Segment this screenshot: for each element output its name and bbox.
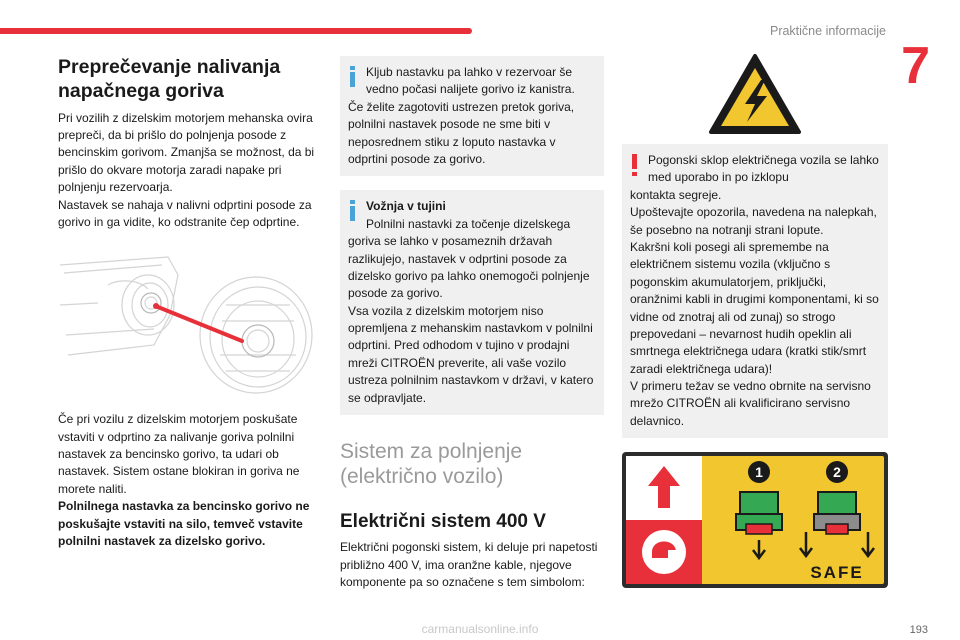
column-3 bbox=[622, 56, 888, 588]
info-icon bbox=[350, 66, 356, 86]
note-text: goriva se lahko v posameznih državah razlikujejo, nastavek v odprtini posode za dizelsko gorivo pa lahko onemogoči polnjenje posode za gorivo. Vsa vozila z dizelskim motorjem niso opremljena z mehanskim nastavkom v polnilni odprtini. Pred odhodom v tujino v prodajni mreži CITROËN preverite, ali vaše vozilo ustreza polnilnim nastavkom v državi, v katero se odpravljate. bbox=[348, 234, 594, 405]
step-1-number: 1 bbox=[755, 464, 763, 481]
info-note-travel bbox=[340, 190, 604, 415]
page-number: 193 bbox=[909, 624, 928, 636]
paragraph: Električni pogonski sistem, ki deluje pri napetosti približno 400 V, ima oranžne kable, njegove komponente pa so označene s tem simbolom: bbox=[340, 540, 598, 590]
service-plug-label bbox=[622, 452, 888, 588]
high-voltage-warning-icon bbox=[622, 52, 888, 136]
top-accent-bar bbox=[0, 28, 472, 34]
info-note bbox=[340, 56, 604, 176]
paragraph: Če pri vozilu z dizelskim motorjem poskušate vstaviti v odprtino za nalivanje goriva polnilni nastavek za bencinsko gorivo, ta udari ob nastavek. Sistem ostane blokiran in goriva ne morete naliti. bbox=[58, 412, 300, 496]
subsection-title: Električni sistem 400 V bbox=[340, 511, 546, 533]
running-header: Praktične informacije bbox=[769, 24, 886, 38]
section-title: Preprečevanje nalivanja napačnega goriva bbox=[58, 56, 281, 102]
column-1 bbox=[58, 56, 318, 550]
chapter-number: 7 bbox=[901, 37, 930, 95]
watermark: carmanualsonline.info bbox=[421, 622, 539, 636]
warning-text: kontakta segreje. Upoštevajte opozorila, navedena na nalepkah, še posebno na notranji strani lopute. Kakršni koli posegi ali spremembe na električnem sistemu vozila (vključno s pogonskim akumulatorjem, priključki, oranžnimi kabli in drugimi komponentami, ki so vidne od znotraj ali od zunaj) so strogo prepovedani – nevarnost hudih opeklin ali smrtnega električnega udara (kratki stik/smrt zaradi električnega udara)! V primeru težav se vedno obrnite na servisno mrežo CITROËN ali kvalificirano servisno delavnico. bbox=[630, 187, 879, 428]
safe-label: SAFE bbox=[810, 563, 864, 583]
warning-text: Pogonski sklop električnega vozila se lahko med uporabo in po izklopu bbox=[648, 153, 879, 185]
step-2-number: 2 bbox=[833, 464, 841, 481]
note-text: Kljub nastavku pa lahko v rezervoar še vedno počasi nalijete gorivo iz kanistra. bbox=[366, 65, 575, 97]
note-text: Polnilni nastavki za točenje dizelskega bbox=[366, 216, 571, 231]
warning-note bbox=[622, 144, 888, 438]
note-title: Vožnja v tujini bbox=[366, 199, 446, 214]
fuel-filler-illustration bbox=[58, 245, 318, 397]
column-2 bbox=[340, 56, 604, 592]
bold-paragraph: Polnilnega nastavka za bencinsko gorivo ne poskušajte vstaviti na silo, temveč vstavite polnilni nastavek za dizelsko gorivo. bbox=[58, 499, 310, 549]
paragraph: Pri vozilih z dizelskim motorjem mehanska ovira prepreči, da bi prišlo do polnjenja posode z bencinskim gorivom. Zmanjša se možnost, da bi prišlo do okvare motorja zaradi napake pri polnjenju rezervoarja. Nastavek se nahaja v nalivni odprtini posode za gorivo in ga vidite, ko odstranite čep odprtine. bbox=[58, 110, 315, 229]
note-text: Če želite zagotoviti ustrezen pretok goriva, polnilni nastavek posode ne sme biti v neposrednem stiku z loputo nastavka v odprtini posode za gorivo. bbox=[348, 99, 575, 166]
warning-icon bbox=[632, 154, 638, 176]
chapter-section-title: Sistem za polnjenje (električno vozilo) bbox=[340, 440, 523, 489]
info-icon bbox=[350, 200, 356, 220]
